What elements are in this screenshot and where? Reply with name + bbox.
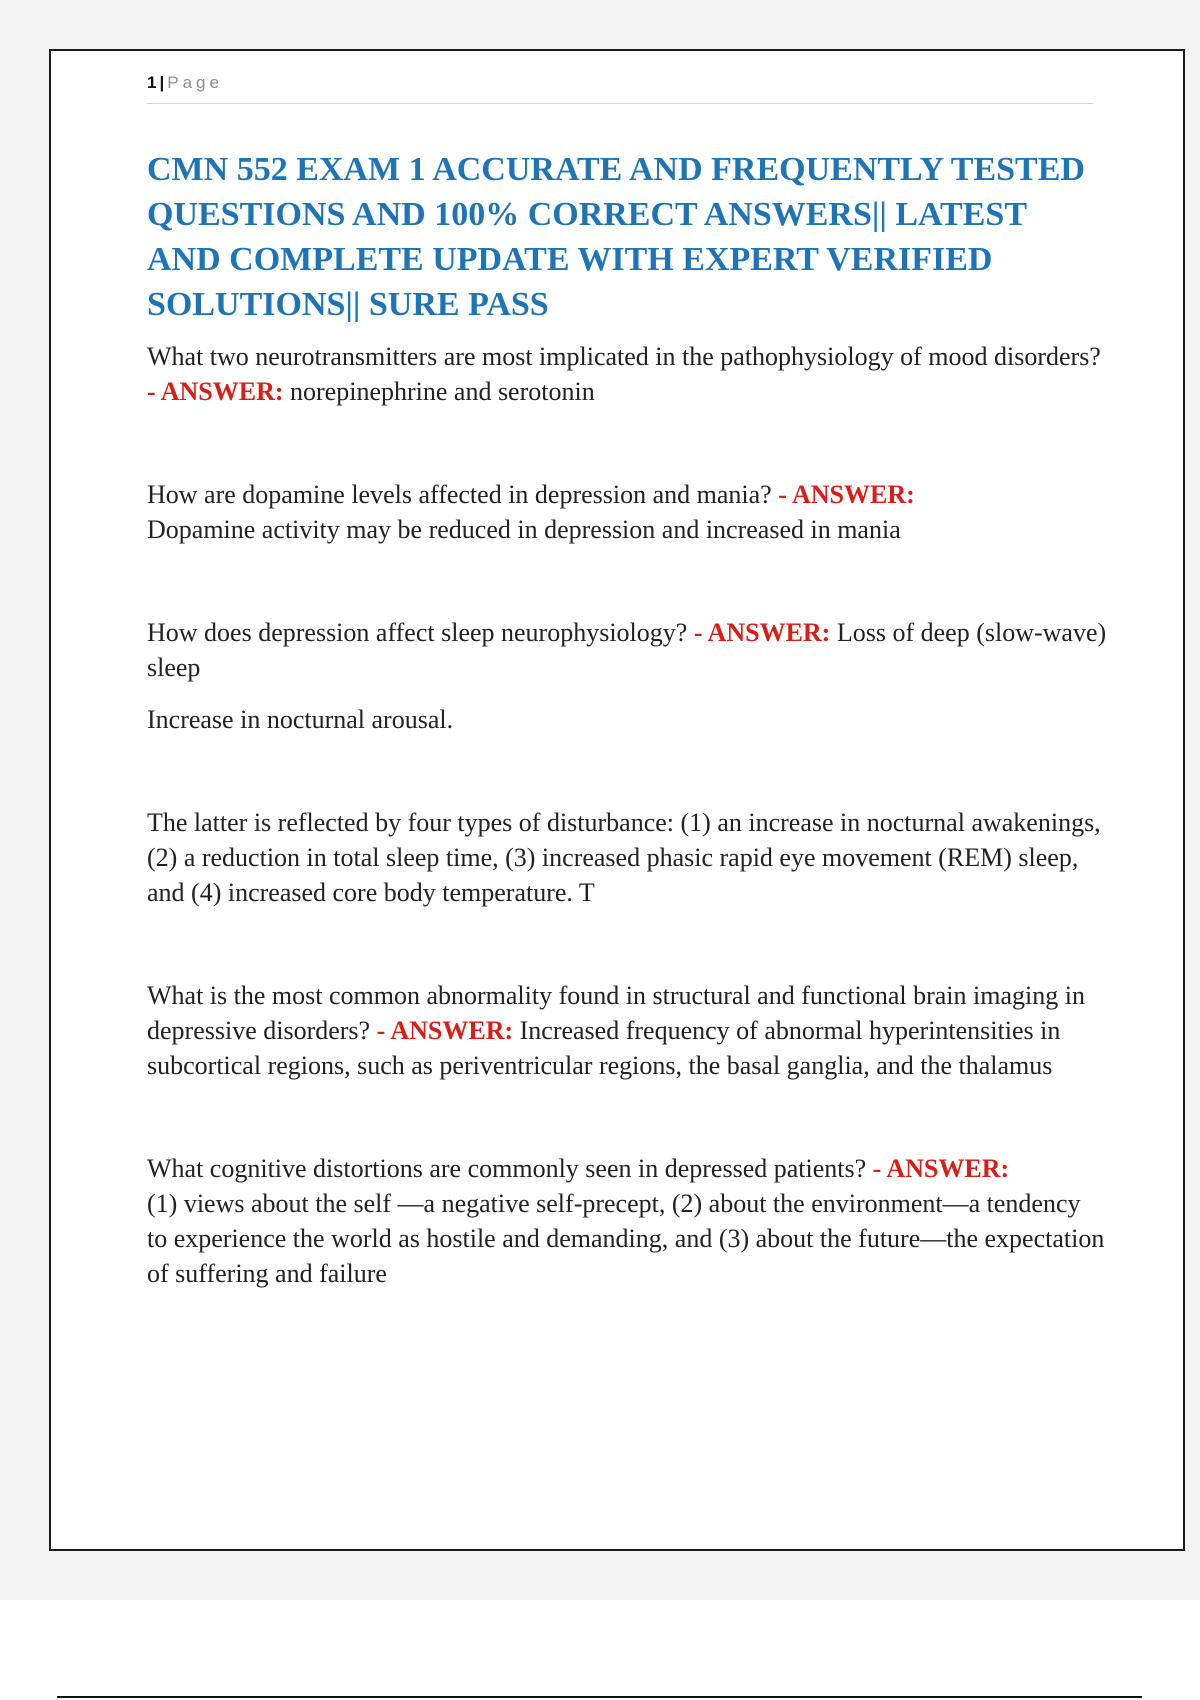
qa-item-2: [147, 477, 1107, 547]
answer-continuation: The latter is reflected by four types of disturbance: (1) an increase in nocturnal awakenings, (2) a reduction in total sleep time, (3) increased phasic rapid eye movement (REM) sleep, and (4) increased core body temperature. T: [147, 808, 1101, 907]
page-divider: [57, 1696, 1142, 1698]
qa-item-5: [147, 1151, 1107, 1291]
question-text: How are dopamine levels affected in depression and mania?: [147, 480, 772, 509]
answer-text: Increased frequency of abnormal hyperintensities in subcortical regions, such as periventricular regions, the basal ganglia, and the thalamus: [147, 1016, 1061, 1080]
question-text: How does depression affect sleep neurophysiology?: [147, 618, 688, 647]
answer-label: - ANSWER:: [693, 618, 831, 647]
question-text: What is the most common abnormality found in structural and functional brain imaging in depressive disorders?: [147, 981, 1085, 1045]
answer-text: Loss of deep (slow-wave) sleep: [147, 618, 1107, 682]
question-text: What two neurotransmitters are most implicated in the pathophysiology of mood disorders?: [147, 342, 1101, 371]
answer-label: - ANSWER:: [376, 1016, 514, 1045]
qa-item-3: [147, 615, 1107, 685]
answer-label: - ANSWER:: [147, 377, 284, 406]
page-header: [147, 73, 1093, 104]
document-title: CMN 552 EXAM 1 ACCURATE AND FREQUENTLY TESTED QUESTIONS AND 100% CORRECT ANSWERS|| LATEST AND COMPLETE UPDATE WITH EXPERT VERIFIED SOLUTIONS|| SURE PASS: [147, 151, 1085, 323]
answer-text: norepinephrine and serotonin: [290, 377, 595, 406]
qa-item-1: [147, 339, 1107, 409]
answer-label: - ANSWER:: [778, 480, 915, 509]
page-label: Page: [167, 73, 223, 92]
page-number: 1: [147, 73, 157, 92]
page-separator: |: [159, 73, 165, 92]
qa-item-4: [147, 978, 1107, 1083]
answer-continuation: Increase in nocturnal arousal.: [147, 705, 454, 734]
qa-list: [147, 339, 1107, 1291]
next-page-top: [0, 1600, 1200, 1700]
answer-text: (1) views about the self —a negative self-precept, (2) about the environment—a tendency to experience the world as hostile and demanding, and (3) about the future—the expectation of suffering and failure: [147, 1189, 1105, 1288]
answer-text: Dopamine activity may be reduced in depression and increased in mania: [147, 515, 901, 544]
question-text: What cognitive distortions are commonly seen in depressed patients?: [147, 1154, 867, 1183]
answer-label: - ANSWER:: [872, 1154, 1010, 1183]
document-page: [49, 49, 1185, 1551]
